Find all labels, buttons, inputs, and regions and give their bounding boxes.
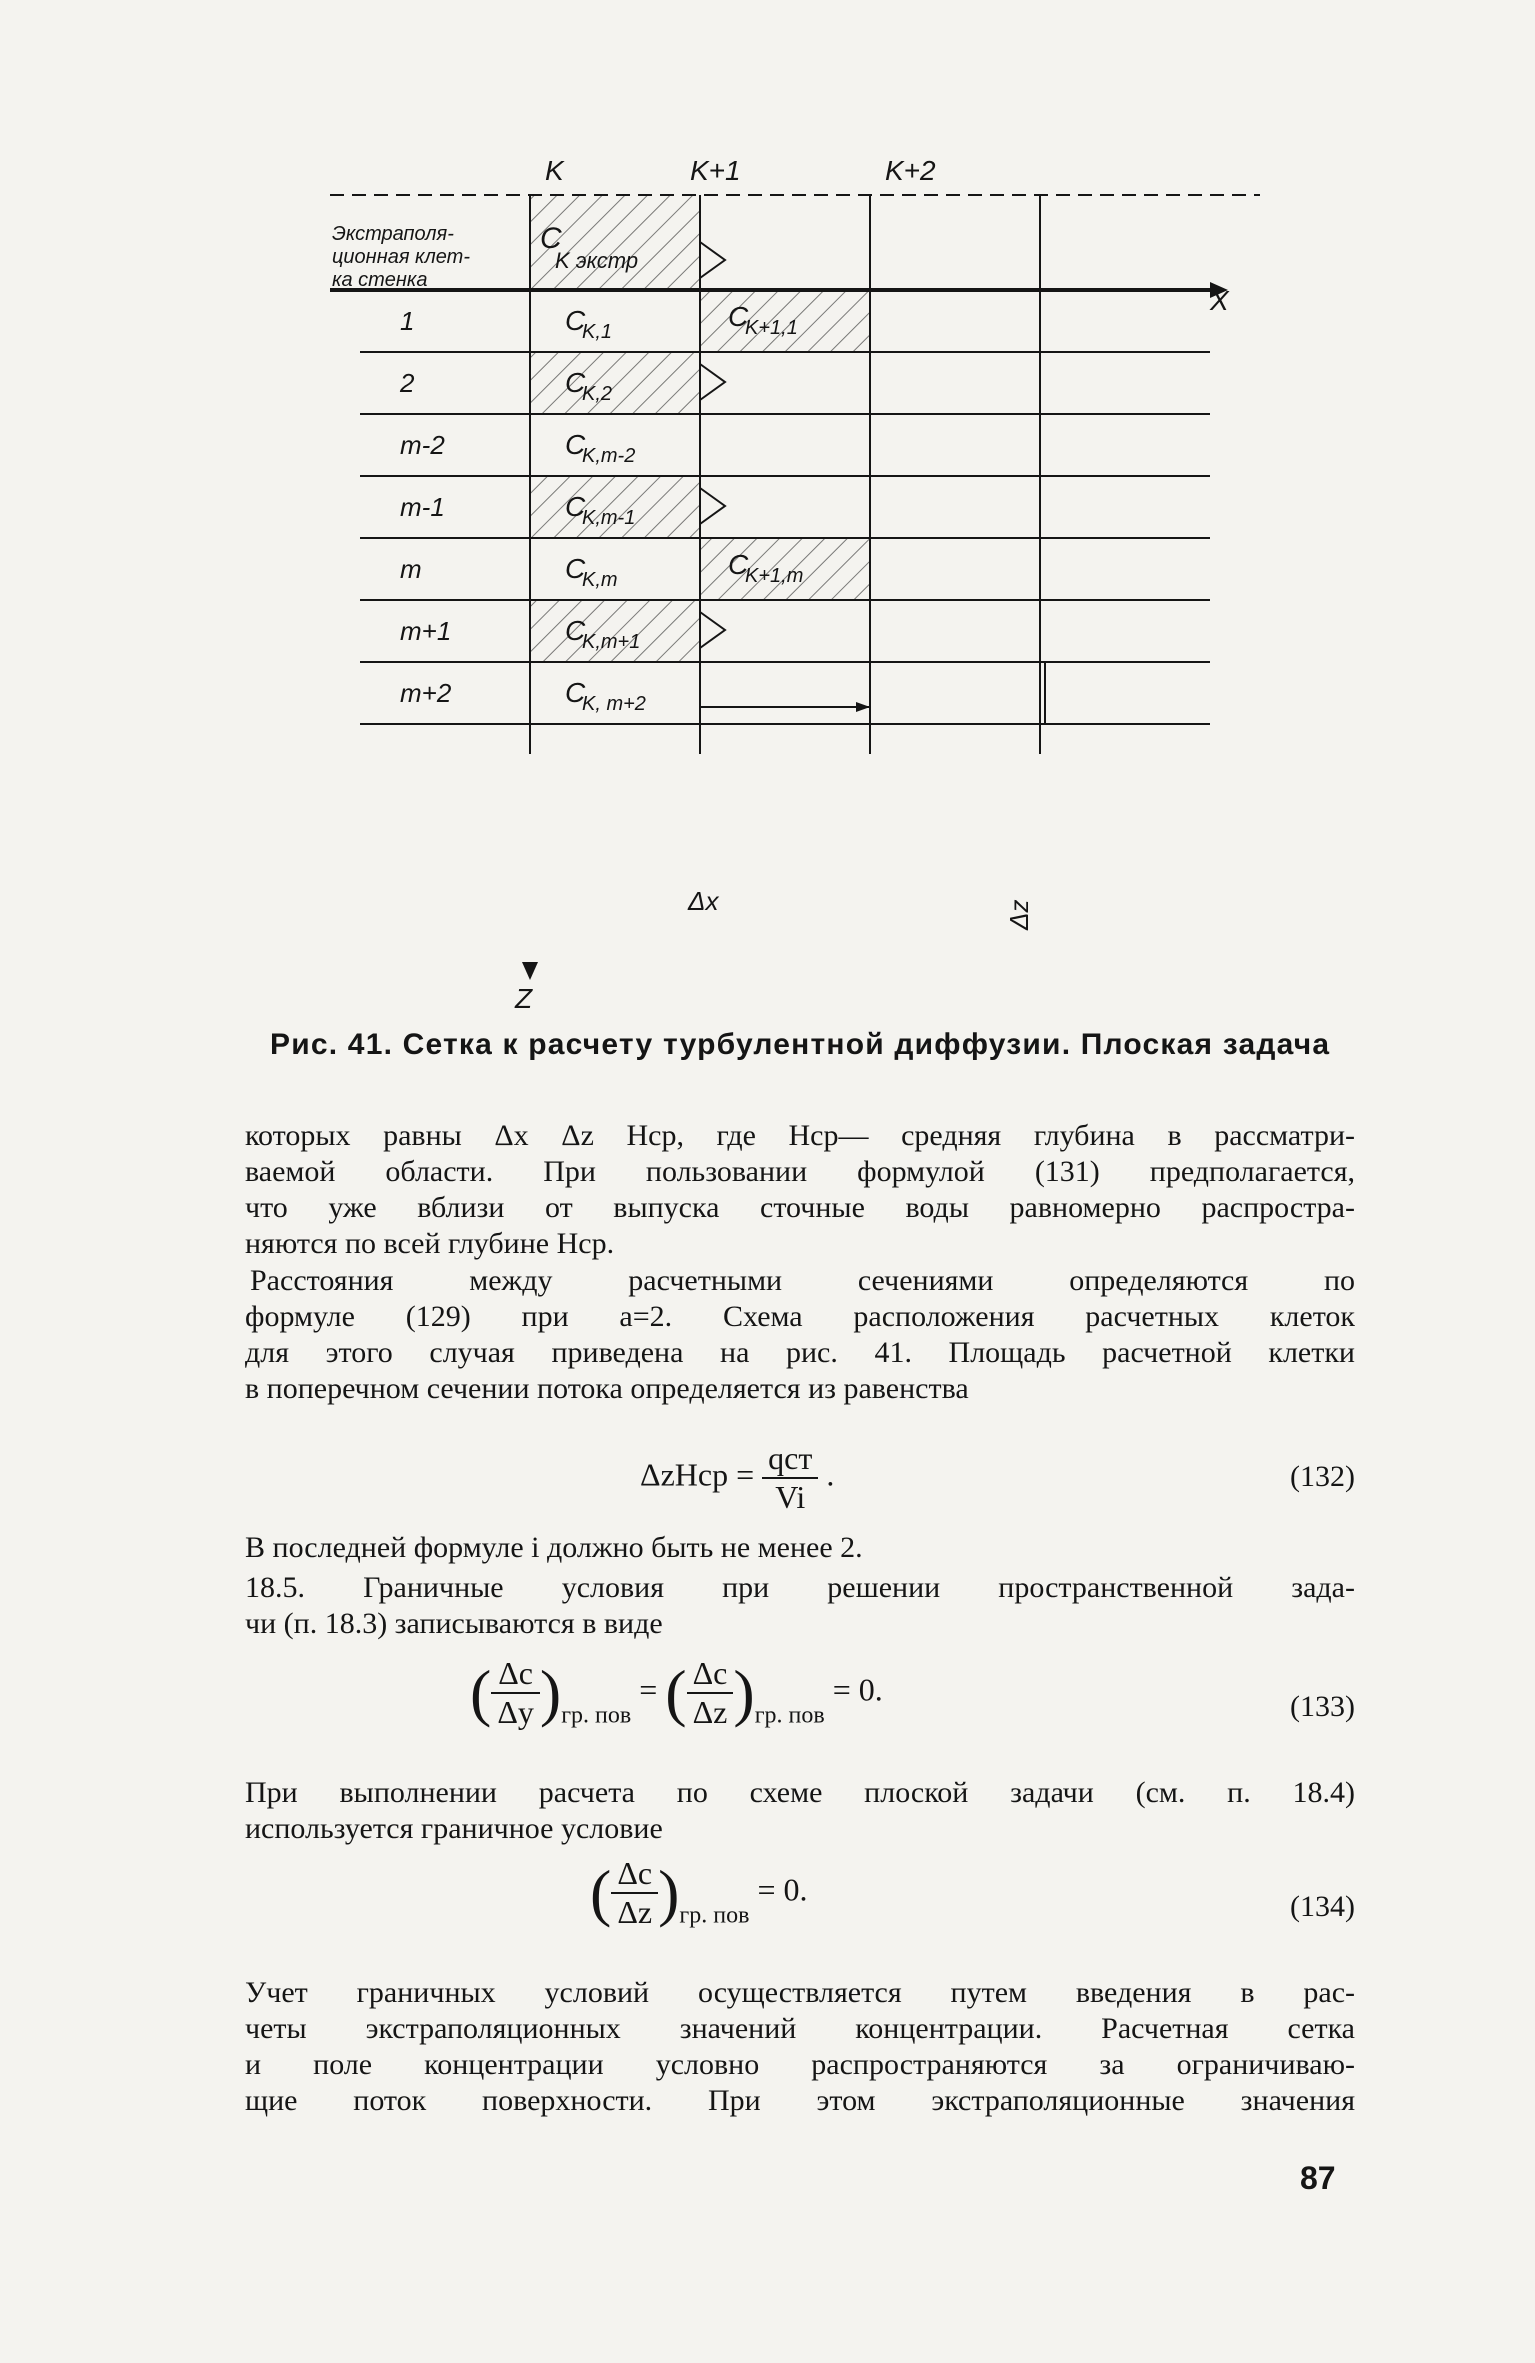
x-axis-label: X (1210, 285, 1229, 316)
shift-arrow (700, 612, 725, 648)
z-axis-arrow (522, 962, 538, 980)
shift-arrow (700, 488, 725, 524)
eq133-fraction-1 (491, 1655, 540, 1731)
row-label: m+2 (400, 678, 452, 708)
text-line: щие поток поверхности. При этом экстраполяционные значения (245, 2084, 1355, 2117)
hatched-cell (530, 352, 700, 414)
extrapolation-cell-letter: C (540, 222, 562, 255)
paren: ( (665, 1657, 687, 1728)
cell-subscript: K,m (582, 569, 618, 591)
text-line: и поле концентрации условно распространяются за ограничиваю- (245, 2048, 1355, 2081)
eq132-lhs: ΔzHср = (640, 1456, 755, 1493)
eq134-rhs: = 0. (757, 1871, 808, 1908)
eq134-sub: гр. пов (679, 1902, 750, 1929)
cell-subscript: K,1 (582, 321, 613, 343)
eq133-equals: = (639, 1671, 658, 1708)
cell-letter: C (565, 677, 586, 708)
eq133-num2: Δc (687, 1655, 734, 1694)
paragraph-2-body (245, 1263, 1355, 1407)
page-number: 87 (1300, 2160, 1336, 2196)
paren: ( (590, 1857, 612, 1928)
paragraph-4 (245, 1570, 1355, 1642)
eq132-numerator: qст (762, 1440, 818, 1479)
text-line: ваемой области. При пользовании формулой (131) предполагается, (245, 1155, 1355, 1188)
equation-134 (590, 1855, 807, 1931)
equation-133 (470, 1655, 883, 1731)
eq133-sub1: гр. пов (561, 1702, 632, 1729)
eq132-dot: . (826, 1456, 835, 1493)
cell-letter: C (565, 429, 586, 460)
cell-letter: C (728, 549, 749, 580)
paren: ( (470, 1657, 492, 1728)
eq132-fraction (762, 1440, 818, 1516)
cell-letter: C (565, 615, 586, 646)
grid-labels (332, 155, 1230, 1014)
text-line: что уже вблизи от выпуска сточные воды равномерно распростра- (245, 1191, 1355, 1224)
column-label-k1: K+1 (690, 155, 741, 186)
cell-letter: C (565, 305, 586, 336)
cell-subscript: K, m+2 (582, 693, 646, 715)
row-label: m-1 (400, 492, 445, 522)
cell-subscript: K,m-1 (582, 507, 636, 529)
cell-letter: C (728, 301, 749, 332)
eq133-num1: Δc (491, 1655, 540, 1694)
paragraph-5 (245, 1775, 1355, 1847)
text-line: Расстояния между расчетными сечениями определяются по (250, 1264, 1355, 1297)
text-line: для этого случая приведена на рис. 41. Площадь расчетной клетки (245, 1336, 1355, 1369)
dz-label: Δz (1004, 899, 1034, 930)
column-label-k2: K+2 (885, 155, 936, 186)
text-line: формуле (129) при a=2. Схема расположения расчетных клеток (245, 1300, 1355, 1333)
cell-subscript: K,m+1 (582, 631, 641, 653)
equation-number-133: (133) (1290, 1690, 1355, 1723)
column-label-k: K (545, 155, 564, 186)
text-line: четы экстраполяционных значений концентрации. Расчетная сетка (245, 2012, 1355, 2045)
cell-letter: C (565, 367, 586, 398)
shift-arrow (700, 364, 725, 400)
diffusion-grid-figure (330, 150, 1280, 1030)
cell-subscript: K,m-2 (582, 445, 636, 467)
z-axis-label: Z (515, 983, 533, 1014)
eq133-den1: Δy (497, 1694, 534, 1730)
eq134-fraction (611, 1855, 658, 1931)
cell-letter: C (565, 491, 586, 522)
equation-132 (640, 1440, 834, 1516)
row-label: m+1 (400, 616, 452, 646)
eq133-fraction-2 (687, 1655, 734, 1731)
row-label: 1 (400, 306, 415, 336)
row-label: m-2 (400, 430, 445, 460)
text-line: При выполнении расчета по схеме плоской задачи (см. п. 18.4) (245, 1776, 1355, 1809)
row-label: m (400, 554, 422, 584)
eq133-rhs: = 0. (832, 1671, 883, 1708)
equation-number-132: (132) (1290, 1460, 1355, 1493)
paren: ) (539, 1657, 562, 1728)
row-label: 2 (400, 368, 415, 398)
shift-arrow (700, 242, 725, 278)
text-line: в поперечном сечении потока определяется из равенства (245, 1372, 969, 1405)
text-line: Учет граничных условий осуществляется путем введения в рас- (245, 1976, 1355, 2009)
extrapolation-cell-sub: K экстр (555, 248, 639, 273)
paragraph-1 (245, 1118, 1355, 1262)
text-line: используется граничное условие (245, 1812, 663, 1845)
text-line: чи (п. 18.3) записываются в виде (245, 1607, 663, 1640)
paren: ) (658, 1857, 680, 1928)
dx-arrow (856, 702, 870, 712)
paren: ) (733, 1657, 755, 1728)
text-line: 18.5. Граничные условия при решении пространственной зада- (245, 1571, 1355, 1604)
text-line: няются по всей глубине Hср. (245, 1227, 615, 1260)
figure-caption: Рис. 41. Сетка к расчету турбулентной диффузии. Плоская задача (270, 1028, 1331, 1061)
equation-number-134: (134) (1290, 1890, 1355, 1923)
eq132-denominator: Vi (775, 1479, 806, 1515)
cell-letter: C (565, 553, 586, 584)
cell-subscript: K+1,1 (745, 317, 798, 339)
cell-subscript: K,2 (582, 383, 613, 405)
grid-lines (330, 195, 1260, 980)
eq133-den2: Δz (692, 1694, 728, 1730)
extrapolation-label-line2: ционная клет- (332, 246, 470, 268)
text-line: В последней формуле i должно быть не менее 2. (245, 1531, 863, 1564)
extrapolation-label-line3: ка стенка (332, 269, 428, 291)
text-line: которых равны Δx Δz Hср, где Hср— средняя глубина в рассматри- (245, 1119, 1355, 1152)
dx-label: Δx (688, 886, 719, 916)
paragraph-6 (245, 1975, 1355, 2119)
paragraph-3 (245, 1530, 1355, 1566)
eq134-num: Δc (611, 1855, 658, 1894)
extrapolation-label-line1: Экстраполя- (332, 223, 454, 245)
eq134-den: Δz (617, 1894, 653, 1930)
cell-subscript: K+1,m (745, 565, 804, 587)
eq133-sub2: гр. пов (754, 1702, 825, 1729)
